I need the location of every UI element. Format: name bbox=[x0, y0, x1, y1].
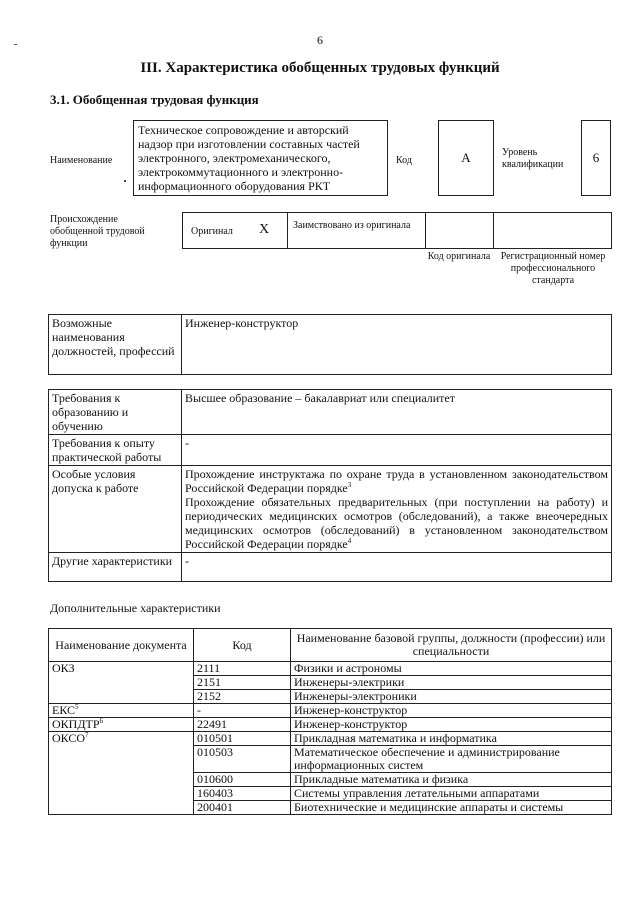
header-name: Наименование базовой группы, должности (профессии) или специальности bbox=[291, 629, 612, 662]
positions-table bbox=[48, 314, 612, 375]
education-value: Высшее образование – бакалавриат или специалитет bbox=[182, 390, 612, 435]
level-label: Уровень квалификации bbox=[502, 147, 564, 170]
document-cell: ОКСО$^7$ bbox=[49, 732, 194, 815]
code-cell: 160403 bbox=[194, 787, 291, 801]
name-cell: Инженеры-электроники bbox=[291, 690, 612, 704]
code-cell: 22491 bbox=[194, 718, 291, 732]
code-cell: 010600 bbox=[194, 773, 291, 787]
subsection-title: 3.1. Обобщенная трудовая функция bbox=[50, 92, 259, 107]
function-name-value: Техническое сопровождение и авторский надзор при изготовлении составных частей электронного, электромеханического, электрокоммутационного и электронно-информационного оборудования РКТ bbox=[138, 123, 360, 193]
code-cell: - bbox=[194, 704, 291, 718]
page-number: 6 bbox=[317, 33, 323, 47]
positions-label: Возможные наименования должностей, профессий bbox=[49, 315, 182, 375]
table-row bbox=[49, 732, 612, 746]
code-cell: 2152 bbox=[194, 690, 291, 704]
level-box bbox=[581, 120, 611, 196]
code-cell: 010501 bbox=[194, 732, 291, 746]
code-box bbox=[438, 120, 494, 196]
name-label: Наименование bbox=[50, 155, 113, 166]
admission-value bbox=[182, 466, 612, 553]
other-value: - bbox=[182, 553, 612, 582]
admission-item: Прохождение инструктажа по охране труда в установленном законодательством Российской Федерации порядке$^3$ bbox=[185, 467, 608, 495]
code-original-caption: Код оригинала bbox=[427, 251, 491, 262]
admission-label: Особые условия допуска к работе bbox=[49, 466, 182, 553]
function-name-box bbox=[133, 120, 388, 196]
divider bbox=[493, 213, 494, 248]
original-label: Оригинал bbox=[191, 226, 233, 237]
admission-item: Прохождение обязательных предварительных (при поступлении на работу) и периодических медицинских осмотров (обследований), а также внеочередных медицинских осмотров (обследований) в установленном законодательством Российской Федерации порядке$^4$ bbox=[185, 495, 608, 551]
divider bbox=[425, 213, 426, 248]
document-cell: ЕКС$^5$ bbox=[49, 704, 194, 718]
code-cell: 2151 bbox=[194, 676, 291, 690]
divider bbox=[287, 213, 288, 248]
additional-title: Дополнительные характеристики bbox=[50, 601, 221, 615]
requirements-table bbox=[48, 389, 612, 582]
name-cell: Прикладные математика и физика bbox=[291, 773, 612, 787]
code-cell: 010503 bbox=[194, 746, 291, 773]
education-label: Требования к образованию и обучению bbox=[49, 390, 182, 435]
reg-number-caption: Регистрационный номер профессионального стандарта bbox=[500, 251, 606, 286]
name-cell: Инженеры-электрики bbox=[291, 676, 612, 690]
document-cell: ОКЗ bbox=[49, 662, 194, 704]
name-cell: Биотехнические и медицинские аппараты и системы bbox=[291, 801, 612, 815]
table-row bbox=[49, 704, 612, 718]
name-cell: Системы управления летательными аппаратами bbox=[291, 787, 612, 801]
header-document: Наименование документа bbox=[49, 629, 194, 662]
other-label: Другие характеристики bbox=[49, 553, 182, 582]
name-cell: Математическое обеспечение и администрирование информационных систем bbox=[291, 746, 612, 773]
section-title: III. Характеристика обобщенных трудовых функций bbox=[140, 60, 500, 76]
code-cell: 2111 bbox=[194, 662, 291, 676]
positions-value: Инженер-конструктор bbox=[182, 315, 612, 375]
scan-dot bbox=[124, 180, 126, 182]
additional-table bbox=[48, 628, 612, 815]
origin-label: Происхождение обобщенной трудовой функции bbox=[50, 214, 145, 249]
document-cell: ОКПДТР$^6$ bbox=[49, 718, 194, 732]
original-mark: X bbox=[259, 222, 270, 237]
table-row bbox=[49, 662, 612, 676]
borrowed-label: Заимствовано из оригинала bbox=[293, 220, 411, 231]
experience-value: - bbox=[182, 435, 612, 466]
name-cell: Инженер-конструктор bbox=[291, 718, 612, 732]
experience-label: Требования к опыту практической работы bbox=[49, 435, 182, 466]
code-cell: 200401 bbox=[194, 801, 291, 815]
code-value: А bbox=[461, 150, 471, 165]
name-cell: Физики и астрономы bbox=[291, 662, 612, 676]
origin-row bbox=[182, 212, 612, 249]
name-cell: Прикладная математика и информатика bbox=[291, 732, 612, 746]
table-row bbox=[49, 718, 612, 732]
name-cell: Инженер-конструктор bbox=[291, 704, 612, 718]
code-label: Код bbox=[396, 155, 412, 166]
header-code: Код bbox=[194, 629, 291, 662]
level-value: 6 bbox=[592, 150, 600, 165]
